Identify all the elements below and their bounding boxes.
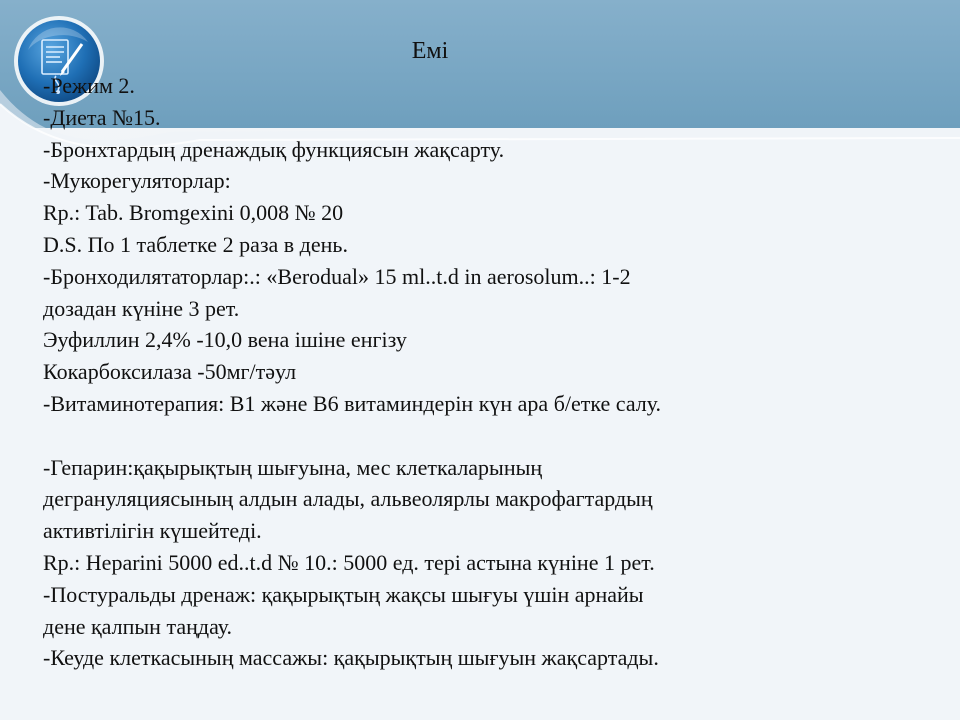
content-line: -Гепарин:қақырықтың шығуына, мес клеткаларының: [43, 454, 543, 480]
content-line: Кокарбоксилаза -50мг/тәул: [43, 359, 297, 385]
content-line: -Кеуде клеткасының массажы: қақырықтың шығуын жақсартады.: [43, 645, 659, 671]
content-line: D.S. По 1 таблетке 2 раза в день.: [43, 231, 348, 257]
content-line: активтілігін күшейтеді.: [43, 518, 262, 544]
slide-content: [43, 70, 923, 674]
content-line: -Диета №15.: [43, 104, 161, 130]
content-line: -Режим 2.: [43, 73, 135, 98]
slide-title: Емі: [411, 38, 449, 64]
content-line: Rp.: Heparini 5000 ed..t.d № 10.: 5000 ед. тері астына күніне 1 рет.: [43, 549, 655, 575]
blank-line: [43, 420, 923, 452]
content-line: дене қалпын таңдау.: [43, 613, 233, 639]
content-line: -Мукорегуляторлар:: [43, 168, 231, 194]
content-line: -Витаминотерапия: В1 және В6 витаминдерін күн ара б/етке салу.: [43, 390, 662, 416]
content-line: -Бронхтардың дренаждық функциясын жақсарту.: [43, 136, 505, 162]
content-line: дегрануляциясының алдын алады, альвеолярлы макрофагтардың: [43, 486, 653, 512]
content-line: -Бронходилятаторлар:.: «Berodual» 15 ml..t.d in aerosolum..: 1-2: [43, 263, 631, 289]
content-line: дозадан күніне 3 рет.: [43, 295, 240, 321]
content-line: Rp.: Tab. Bromgexini 0,008 № 20: [43, 200, 344, 226]
content-line: -Постуральды дренаж: қақырықтың жақсы шығуы үшін арнайы: [43, 581, 644, 607]
content-line: Эуфиллин 2,4% -10,0 вена ішіне енгізу: [43, 327, 407, 353]
